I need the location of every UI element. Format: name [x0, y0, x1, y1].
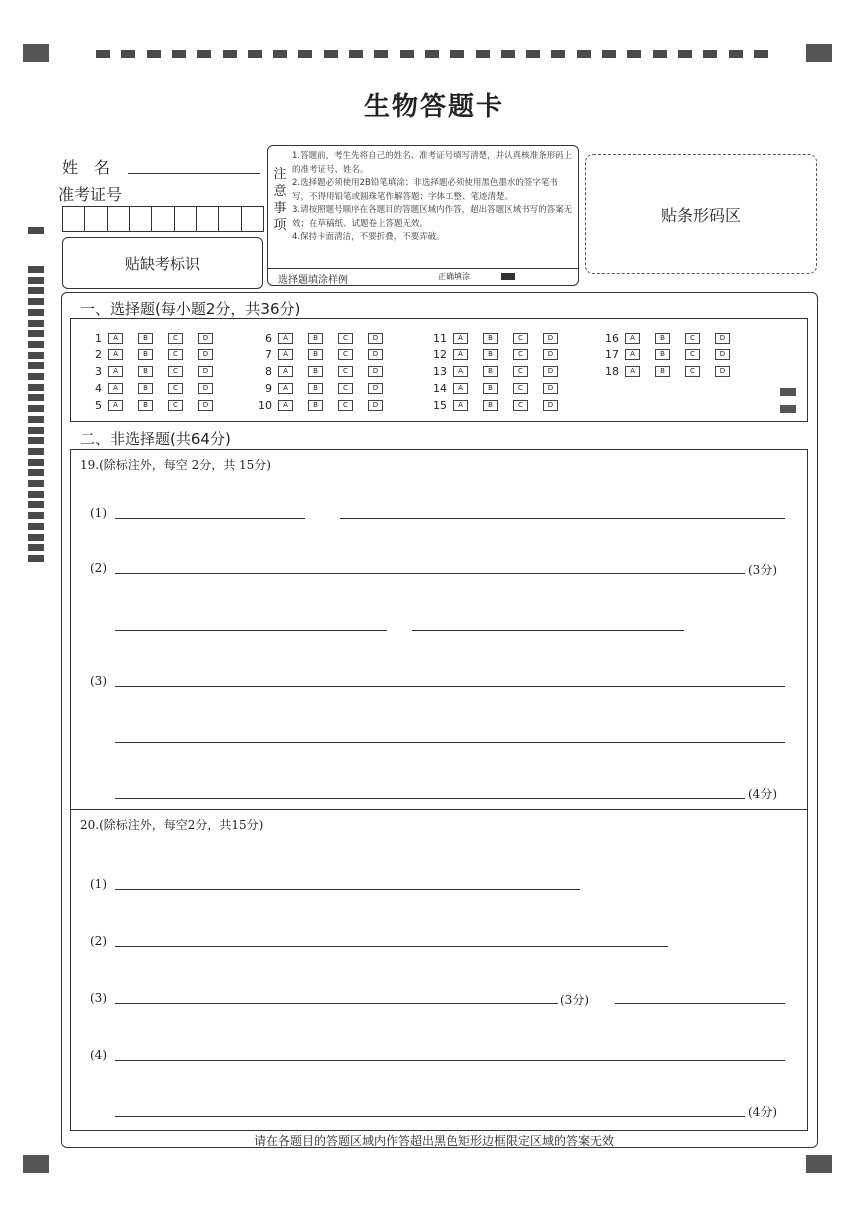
missing-exam-sticker-area [62, 237, 263, 289]
timing-mark [28, 555, 44, 562]
q20-part3-blank-a[interactable] [115, 1003, 558, 1004]
mc-option-bubble[interactable]: D [715, 366, 730, 377]
mc-question-number: 8 [265, 365, 272, 379]
mc-option-bubble[interactable]: A [108, 349, 123, 360]
mc-option-bubble[interactable]: B [138, 366, 153, 377]
timing-mark [28, 501, 44, 508]
mc-option-bubble[interactable]: A [625, 349, 640, 360]
mc-option-bubble[interactable]: B [308, 366, 323, 377]
mc-option-bubble[interactable]: C [168, 333, 183, 344]
mc-question-row [80, 365, 228, 379]
timing-mark [28, 330, 44, 337]
mc-option-bubble[interactable]: B [308, 349, 323, 360]
mc-question-number: 18 [605, 365, 619, 379]
missing-exam-label: 贴缺考标识 [124, 254, 200, 273]
q19-part3-score: (4分) [748, 787, 777, 801]
mc-option-bubble[interactable]: D [543, 366, 558, 377]
corner-mark-top-right [806, 44, 832, 62]
mc-option-bubble[interactable]: B [483, 349, 498, 360]
timing-mark [577, 50, 591, 58]
timing-mark [28, 394, 44, 401]
q20-part3-label: (3) [90, 991, 107, 1005]
timing-mark [526, 50, 540, 58]
mc-question-number: 11 [433, 331, 447, 345]
timing-mark [28, 266, 44, 273]
notice-item: 2.选择题必须使用2B铅笔填涂；非选择题必须使用黑色墨水的签字笔书写，不得用铅笔或圆珠笔作解答题；字体工整、笔迹清楚。 [292, 178, 558, 202]
mc-question-row [80, 348, 228, 362]
q19-part1-blank-a[interactable] [115, 518, 305, 519]
section1-title: 一、选择题(每小题2分，共36分) [80, 300, 301, 318]
timing-mark [400, 50, 414, 58]
mc-question-row [80, 398, 228, 412]
q19-part2-score: (3分) [748, 563, 777, 577]
mc-option-bubble[interactable]: A [278, 349, 293, 360]
mc-option-bubble[interactable]: A [278, 366, 293, 377]
notice-item: 4.保持卡面清洁，不要折叠，不要弄破。 [292, 232, 445, 242]
mc-option-bubble[interactable]: D [543, 400, 558, 411]
timing-mark [28, 287, 44, 294]
mc-option-bubble[interactable]: D [368, 383, 383, 394]
timing-mark [197, 50, 211, 58]
q20-part4-blank-b[interactable] [115, 1116, 745, 1117]
mc-option-bubble[interactable]: C [168, 383, 183, 394]
mc-option-bubble[interactable]: B [655, 349, 670, 360]
mc-question-number: 10 [258, 398, 272, 412]
timing-mark [28, 469, 44, 476]
mc-option-bubble[interactable]: D [543, 383, 558, 394]
timing-mark [450, 50, 464, 58]
mc-option-bubble[interactable]: B [655, 366, 670, 377]
timing-mark [653, 50, 667, 58]
mc-question-row [597, 365, 745, 379]
notice-side-label: 注意事项 [273, 167, 287, 233]
q20-part3-score: (3分) [560, 993, 589, 1007]
mc-option-bubble[interactable]: A [278, 400, 293, 411]
alignment-mark [780, 388, 796, 396]
timing-mark [28, 320, 44, 327]
mc-option-bubble[interactable]: D [368, 349, 383, 360]
mc-question-row [425, 365, 573, 379]
mc-option-bubble[interactable]: B [308, 333, 323, 344]
fill-sample-mark [501, 273, 515, 280]
timing-mark [627, 50, 641, 58]
mc-option-bubble[interactable]: A [108, 333, 123, 344]
mc-option-bubble[interactable]: D [198, 366, 213, 377]
mc-option-bubble[interactable]: C [338, 333, 353, 344]
mc-option-bubble[interactable]: A [108, 383, 123, 394]
mc-option-bubble[interactable]: C [338, 383, 353, 394]
q19-part3-blank-a[interactable] [115, 686, 785, 687]
q19-part2-blank-c[interactable] [115, 630, 387, 631]
timing-mark [28, 227, 44, 234]
mc-option-bubble[interactable]: B [138, 333, 153, 344]
mc-option-bubble[interactable]: C [168, 366, 183, 377]
timing-mark [28, 437, 44, 444]
q19-part3-blank-c[interactable] [115, 798, 745, 799]
timing-mark [28, 405, 44, 412]
mc-option-bubble[interactable]: D [715, 349, 730, 360]
q20-part1-blank[interactable] [115, 889, 580, 890]
q20-answer-area [70, 808, 808, 1131]
mc-question-row [80, 381, 228, 395]
mc-option-bubble[interactable]: C [338, 366, 353, 377]
mc-option-bubble[interactable]: D [715, 333, 730, 344]
mc-question-number: 6 [265, 331, 272, 345]
notice-item: 3.请按照题号顺序在各题目的答题区域内作答，超出答题区域书写的答案无效；在草稿纸、试题卷上答题无效。 [292, 205, 573, 229]
mc-question-row [597, 348, 745, 362]
timing-mark [28, 480, 44, 487]
mc-option-bubble[interactable]: B [138, 400, 153, 411]
timing-mark [28, 491, 44, 498]
exam-id-boxes[interactable] [62, 206, 264, 232]
timing-mark [28, 309, 44, 316]
notice-items [292, 150, 574, 245]
mc-question-row [250, 348, 398, 362]
exam-id-label: 准考证号 [58, 185, 123, 204]
mc-option-bubble[interactable]: A [108, 366, 123, 377]
section2-title: 二、非选择题(共64分) [80, 430, 231, 448]
mc-option-bubble[interactable]: C [513, 349, 528, 360]
mc-option-bubble[interactable]: C [685, 349, 700, 360]
mc-option-bubble[interactable]: A [278, 383, 293, 394]
mc-option-bubble[interactable]: B [138, 349, 153, 360]
mc-option-bubble[interactable]: D [368, 366, 383, 377]
mc-option-bubble[interactable]: C [513, 400, 528, 411]
timing-mark [551, 50, 565, 58]
mc-option-bubble[interactable]: D [198, 333, 213, 344]
corner-mark-bottom-right [806, 1155, 832, 1173]
q19-part2-blank-d[interactable] [412, 630, 684, 631]
mc-question-number: 13 [433, 365, 447, 379]
notice-box [267, 145, 579, 286]
timing-mark [121, 50, 135, 58]
mc-question-row [80, 331, 228, 345]
mc-option-bubble[interactable]: B [655, 333, 670, 344]
timing-mark [28, 277, 44, 284]
timing-mark [248, 50, 262, 58]
mc-option-bubble[interactable]: B [483, 333, 498, 344]
mc-question-number: 16 [605, 331, 619, 345]
timing-mark [28, 298, 44, 305]
corner-mark-bottom-left [23, 1155, 49, 1173]
q20-part2-label: (2) [90, 934, 107, 948]
mc-option-bubble[interactable]: B [308, 400, 323, 411]
mc-option-bubble[interactable]: C [513, 366, 528, 377]
timing-mark [28, 352, 44, 359]
q20-part2-blank-b[interactable] [410, 946, 668, 947]
timing-mark [754, 50, 768, 58]
mc-option-bubble[interactable]: C [338, 400, 353, 411]
timing-mark [374, 50, 388, 58]
mc-question-number: 15 [433, 398, 447, 412]
timing-mark [28, 448, 44, 455]
q20-part2-blank-a[interactable] [115, 946, 410, 947]
q20-part4-blank-a[interactable] [115, 1060, 785, 1061]
mc-question-row [250, 365, 398, 379]
q20-part4-label: (4) [90, 1048, 107, 1062]
timing-mark [349, 50, 363, 58]
timing-mark [96, 50, 110, 58]
mc-option-bubble[interactable]: A [108, 400, 123, 411]
mc-option-bubble[interactable]: A [453, 349, 468, 360]
mc-option-bubble[interactable]: A [453, 400, 468, 411]
timing-mark [28, 512, 44, 519]
q19-part1-blank-b[interactable] [340, 518, 785, 519]
footer-notice: 请在各题目的答题区域内作答超出黑色矩形边框限定区域的答案无效 [253, 1134, 614, 1148]
timing-mark [273, 50, 287, 58]
mc-option-bubble[interactable]: D [198, 383, 213, 394]
timing-mark [28, 459, 44, 466]
timing-mark [28, 373, 44, 380]
q19-part3-label: (3) [90, 674, 107, 688]
mc-question-row [425, 381, 573, 395]
mc-option-bubble[interactable]: B [483, 383, 498, 394]
mc-question-number: 5 [95, 398, 102, 412]
barcode-label: 贴条形码区 [660, 205, 741, 225]
timing-mark [678, 50, 692, 58]
timing-mark [324, 50, 338, 58]
fill-sample-label: 选择题填涂样例 [278, 275, 348, 286]
name-field[interactable] [128, 157, 260, 174]
timing-mark [28, 534, 44, 541]
notice-item: 1.答题前，考生先将自己的姓名、准考证号填写清楚，并认真核准条形码上的准考证号、姓名。 [292, 151, 573, 175]
mc-option-bubble[interactable]: C [685, 333, 700, 344]
page-title: 生物答题卡 [363, 92, 504, 122]
mc-option-bubble[interactable]: B [483, 400, 498, 411]
mc-question-row [425, 331, 573, 345]
mc-option-bubble[interactable]: A [453, 383, 468, 394]
mc-option-bubble[interactable]: B [138, 383, 153, 394]
mc-question-number: 2 [95, 348, 102, 362]
q19-part3-blank-b[interactable] [115, 742, 785, 743]
mc-option-bubble[interactable]: A [278, 333, 293, 344]
q19-part2-label: (2) [90, 561, 107, 575]
mc-question-row [250, 398, 398, 412]
mc-option-bubble[interactable]: D [368, 400, 383, 411]
q20-part3-blank-b[interactable] [615, 1003, 785, 1004]
mc-option-bubble[interactable]: C [513, 383, 528, 394]
timing-mark [28, 523, 44, 530]
mc-option-bubble[interactable]: C [685, 366, 700, 377]
mc-option-bubble[interactable]: D [368, 333, 383, 344]
mc-option-bubble[interactable]: A [625, 366, 640, 377]
corner-mark-top-left [23, 44, 49, 62]
q19-part2-blank[interactable] [115, 573, 745, 574]
mc-question-number: 17 [605, 348, 619, 362]
mc-option-bubble[interactable]: D [543, 333, 558, 344]
timing-mark [602, 50, 616, 58]
mc-option-bubble[interactable]: C [513, 333, 528, 344]
timing-mark [501, 50, 515, 58]
timing-mark [147, 50, 161, 58]
timing-mark [703, 50, 717, 58]
mc-option-bubble[interactable]: D [198, 400, 213, 411]
mc-option-bubble[interactable]: C [168, 349, 183, 360]
q19-heading: 19.(除标注外，每空 2分，共 15分) [80, 458, 271, 472]
mc-question-number: 9 [265, 381, 272, 395]
timing-mark [476, 50, 490, 58]
mc-option-bubble[interactable]: B [483, 366, 498, 377]
timing-mark [28, 384, 44, 391]
mc-question-number: 12 [433, 348, 447, 362]
name-label: 姓 名 [62, 158, 111, 177]
timing-mark [172, 50, 186, 58]
timing-mark [425, 50, 439, 58]
mc-question-number: 1 [95, 331, 102, 345]
mc-question-number: 14 [433, 381, 447, 395]
mc-question-row [250, 331, 398, 345]
timing-mark [28, 341, 44, 348]
timing-mark [28, 416, 44, 423]
mc-question-number: 4 [95, 381, 102, 395]
mc-option-bubble[interactable]: A [625, 333, 640, 344]
mc-question-row [425, 348, 573, 362]
timing-mark [223, 50, 237, 58]
q20-part1-label: (1) [90, 877, 107, 891]
q20-heading: 20.(除标注外，每空2分，共15分) [80, 818, 264, 832]
mc-question-number: 7 [265, 348, 272, 362]
timing-mark [298, 50, 312, 58]
mc-option-bubble[interactable]: C [338, 349, 353, 360]
mc-question-row [425, 398, 573, 412]
mc-question-row [597, 331, 745, 345]
q20-part4-score: (4分) [748, 1105, 777, 1119]
mc-option-bubble[interactable]: A [453, 333, 468, 344]
timing-mark [28, 544, 44, 551]
timing-mark [729, 50, 743, 58]
fill-sample-row [268, 268, 578, 286]
mc-question-number: 3 [95, 365, 102, 379]
mc-option-bubble[interactable]: A [453, 366, 468, 377]
mc-option-bubble[interactable]: D [543, 349, 558, 360]
mc-option-bubble[interactable]: D [198, 349, 213, 360]
timing-mark [28, 427, 44, 434]
alignment-mark [780, 405, 796, 413]
fill-sample-correct-label: 正确填涂 [438, 272, 470, 281]
q19-part1-label: (1) [90, 506, 107, 520]
mc-question-row [250, 381, 398, 395]
barcode-area [585, 154, 817, 274]
mc-option-bubble[interactable]: B [308, 383, 323, 394]
timing-mark [28, 362, 44, 369]
mc-option-bubble[interactable]: C [168, 400, 183, 411]
